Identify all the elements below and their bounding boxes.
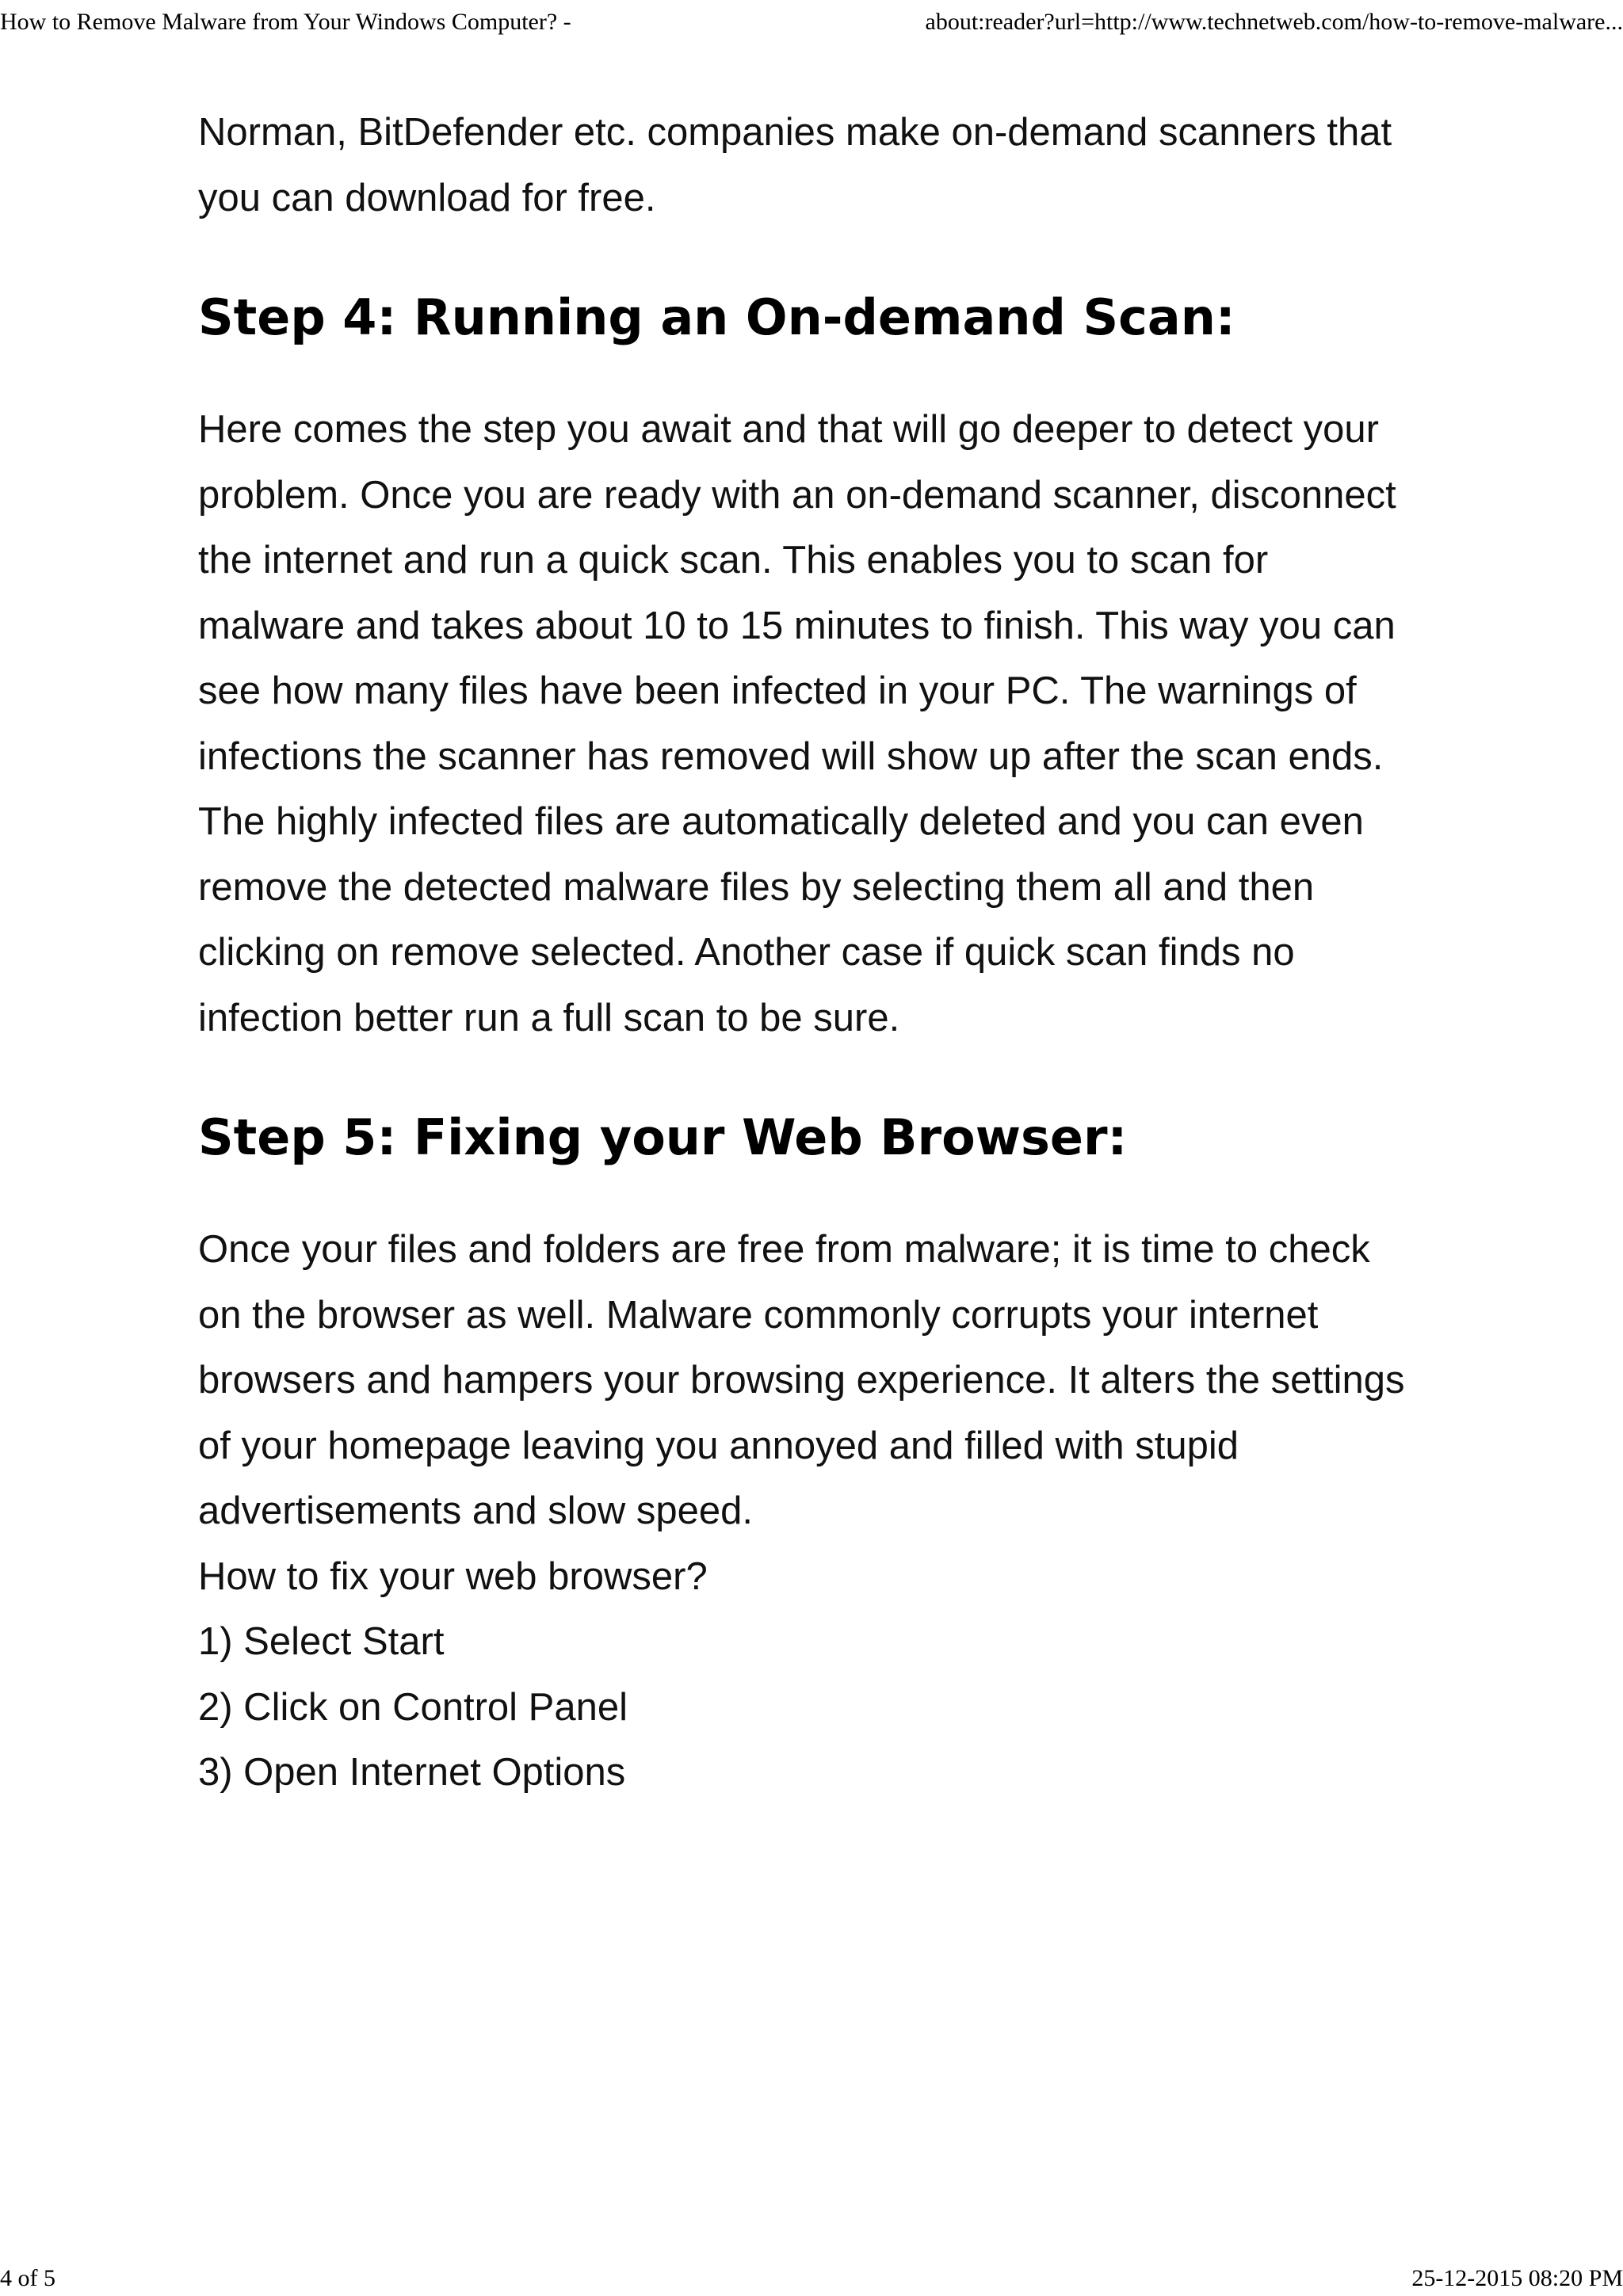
- intro-paragraph: Norman, BitDefender etc. companies make on-demand scanners that you can download for free.: [198, 111, 1392, 219]
- article-body: [198, 100, 1419, 1806]
- print-header: [0, 8, 1623, 40]
- step4-paragraph: Here comes the step you await and that will go deeper to detect your problem. Once you are ready with an on-demand scanner, disconnect the internet and run a quick scan. This enables you to scan for malware and takes about 10 to 15 minutes to finish. This way you can see how many files have been infected in your PC. The warnings of infections the scanner has removed will show up after the scan ends. The highly infected files are automatically deleted and you can even remove the detected malware files by selecting them all and then clicking on remove selected. Another case if quick scan finds no infection better run a full scan to be sure.: [198, 408, 1396, 1039]
- list-item: 1) Select Start: [198, 1620, 445, 1663]
- print-footer: [0, 2264, 1623, 2296]
- step4-heading: Step 4: Running an On-demand Scan:: [198, 288, 1235, 346]
- step5-paragraph: Once your files and folders are free from malware; it is time to check on the browser as well. Malware commonly corrupts your internet browsers and hampers your browsing experience. It alters the settings of your homepage leaving you annoyed and filled with stupid advertisements and slow speed.: [198, 1228, 1405, 1532]
- print-datetime: 25-12-2015 08:20 PM: [1411, 2265, 1623, 2291]
- page-url: about:reader?url=http://www.technetweb.com/how-to-remove-malware...: [925, 9, 1623, 35]
- step5-heading: Step 5: Fixing your Web Browser:: [198, 1108, 1128, 1166]
- list-item: 3) Open Internet Options: [198, 1751, 626, 1794]
- page-number: 4 of 5: [0, 2265, 55, 2291]
- page-title: How to Remove Malware from Your Windows Computer? -: [0, 9, 571, 35]
- list-item: 2) Click on Control Panel: [198, 1685, 628, 1729]
- fix-browser-question: How to fix your web browser?: [198, 1554, 708, 1598]
